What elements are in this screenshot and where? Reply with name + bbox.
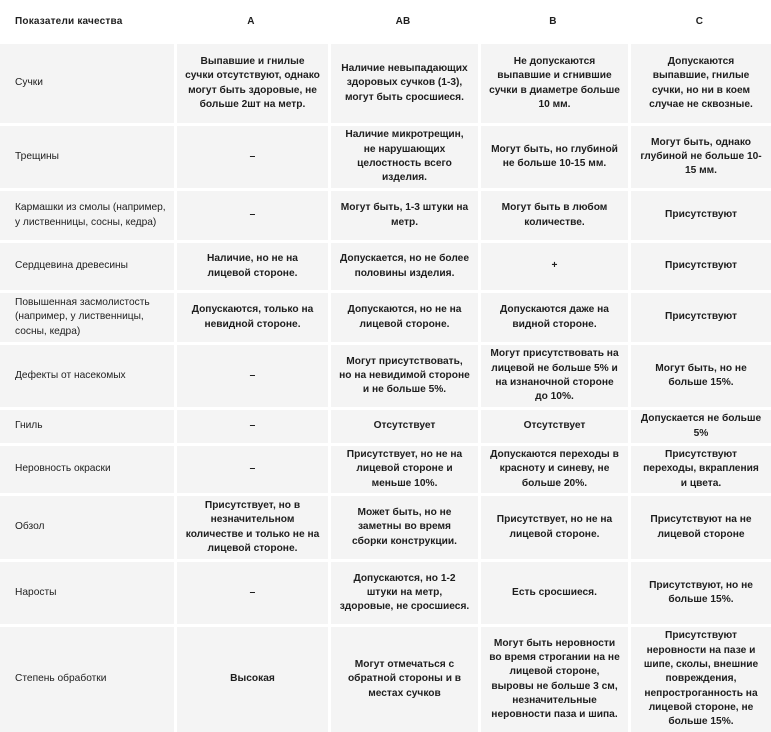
cell-grade-a: Наличие, но не на лицевой стороне. [174, 240, 328, 290]
cell-grade-c: Присутствуют [628, 188, 771, 240]
header-grade-a: A [174, 0, 328, 43]
cell-grade-ab: Могут быть, 1-3 штуки на метр. [328, 188, 478, 240]
table-row [0, 443, 771, 493]
cell-grade-a: Выпавшие и гнилые сучки отсутствуют, однако могут быть здоровые, не больше 2шт на метр. [174, 43, 328, 123]
cell-grade-a: – [174, 443, 328, 493]
cell-grade-ab: Отсутствует [328, 407, 478, 443]
cell-grade-a: – [174, 559, 328, 624]
cell-grade-c: Присутствуют переходы, вкрапления и цвета. [628, 443, 771, 493]
cell-grade-c: Могут быть, однако глубиной не больше 10-15 мм. [628, 123, 771, 188]
table-row [0, 342, 771, 407]
row-label: Сердцевина древесины [0, 240, 174, 290]
header-indicators: Показатели качества [0, 0, 174, 43]
table-row [0, 290, 771, 342]
cell-grade-ab: Могут присутствовать, но на невидимой стороне и не больше 5%. [328, 342, 478, 407]
cell-grade-ab: Допускается, но не более половины изделия. [328, 240, 478, 290]
cell-grade-b: Отсутствует [478, 407, 628, 443]
row-label: Наросты [0, 559, 174, 624]
cell-grade-c: Присутствуют, но не больше 15%. [628, 559, 771, 624]
cell-grade-b: Присутствует, но не на лицевой стороне. [478, 493, 628, 559]
cell-grade-b: Могут присутствовать на лицевой не больше 5% и на изнаночной стороне до 10%. [478, 342, 628, 407]
cell-grade-c: Допускаются выпавшие, гнилые сучки, но ни в коем случае не сквозные. [628, 43, 771, 123]
cell-grade-b: Допускаются даже на видной стороне. [478, 290, 628, 342]
cell-grade-b: Есть сросшиеся. [478, 559, 628, 624]
cell-grade-ab: Допускаются, но 1-2 штуки на метр, здоровые, не сросшиеся. [328, 559, 478, 624]
cell-grade-a: – [174, 407, 328, 443]
cell-grade-a: – [174, 342, 328, 407]
cell-grade-c: Присутствуют на не лицевой стороне [628, 493, 771, 559]
header-grade-b: B [478, 0, 628, 43]
cell-grade-ab: Может быть, но не заметны во время сборки конструкции. [328, 493, 478, 559]
table-row [0, 559, 771, 624]
cell-grade-c: Допускается не больше 5% [628, 407, 771, 443]
table-row [0, 624, 771, 732]
cell-grade-a: Высокая [174, 624, 328, 732]
cell-grade-a: – [174, 123, 328, 188]
header-row [0, 0, 771, 43]
table-row [0, 407, 771, 443]
cell-grade-b: Допускаются переходы в красноту и синеву, не больше 20%. [478, 443, 628, 493]
cell-grade-ab: Могут отмечаться с обратной стороны и в местах сучков [328, 624, 478, 732]
table-row [0, 188, 771, 240]
cell-grade-b: Не допускаются выпавшие и сгнившие сучки в диаметре больше 10 мм. [478, 43, 628, 123]
cell-grade-ab: Допускаются, но не на лицевой стороне. [328, 290, 478, 342]
row-label: Дефекты от насекомых [0, 342, 174, 407]
table-row [0, 493, 771, 559]
header-grade-c: C [628, 0, 771, 43]
cell-grade-a: Присутствует, но в незначительном количестве и только не на лицевой стороне. [174, 493, 328, 559]
row-label: Сучки [0, 43, 174, 123]
cell-grade-a: – [174, 188, 328, 240]
cell-grade-ab: Присутствует, но не на лицевой стороне и меньше 10%. [328, 443, 478, 493]
cell-grade-b: Могут быть в любом количестве. [478, 188, 628, 240]
row-label: Повышенная засмолистость (например, у лиственницы, сосны, кедра) [0, 290, 174, 342]
row-label: Обзол [0, 493, 174, 559]
row-label: Неровность окраски [0, 443, 174, 493]
row-label: Трещины [0, 123, 174, 188]
cell-grade-b: Могут быть, но глубиной не больше 10-15 мм. [478, 123, 628, 188]
cell-grade-c: Могут быть, но не больше 15%. [628, 342, 771, 407]
cell-grade-c: Присутствуют неровности на пазе и шипе, сколы, внешние повреждения, непрострoганность на лицевой стороне, не больше 15%. [628, 624, 771, 732]
cell-grade-c: Присутствуют [628, 240, 771, 290]
row-label: Гниль [0, 407, 174, 443]
table-row [0, 43, 771, 123]
cell-grade-b: + [478, 240, 628, 290]
cell-grade-ab: Наличие микротрещин, не нарушающих целостность всего изделия. [328, 123, 478, 188]
cell-grade-b: Могут быть неровности во время строгании на не лицевой стороне, выровы не больше 3 см, незначительные неровности паза и шипа. [478, 624, 628, 732]
cell-grade-c: Присутствуют [628, 290, 771, 342]
table-row [0, 123, 771, 188]
row-label: Кармашки из смолы (например, у лиственницы, сосны, кедра) [0, 188, 174, 240]
table-row [0, 240, 771, 290]
header-grade-ab: AB [328, 0, 478, 43]
row-label: Степень обработки [0, 624, 174, 732]
cell-grade-ab: Наличие невыпадающих здоровых сучков (1-3), могут быть сросшиеся. [328, 43, 478, 123]
cell-grade-a: Допускаются, только на невидной стороне. [174, 290, 328, 342]
